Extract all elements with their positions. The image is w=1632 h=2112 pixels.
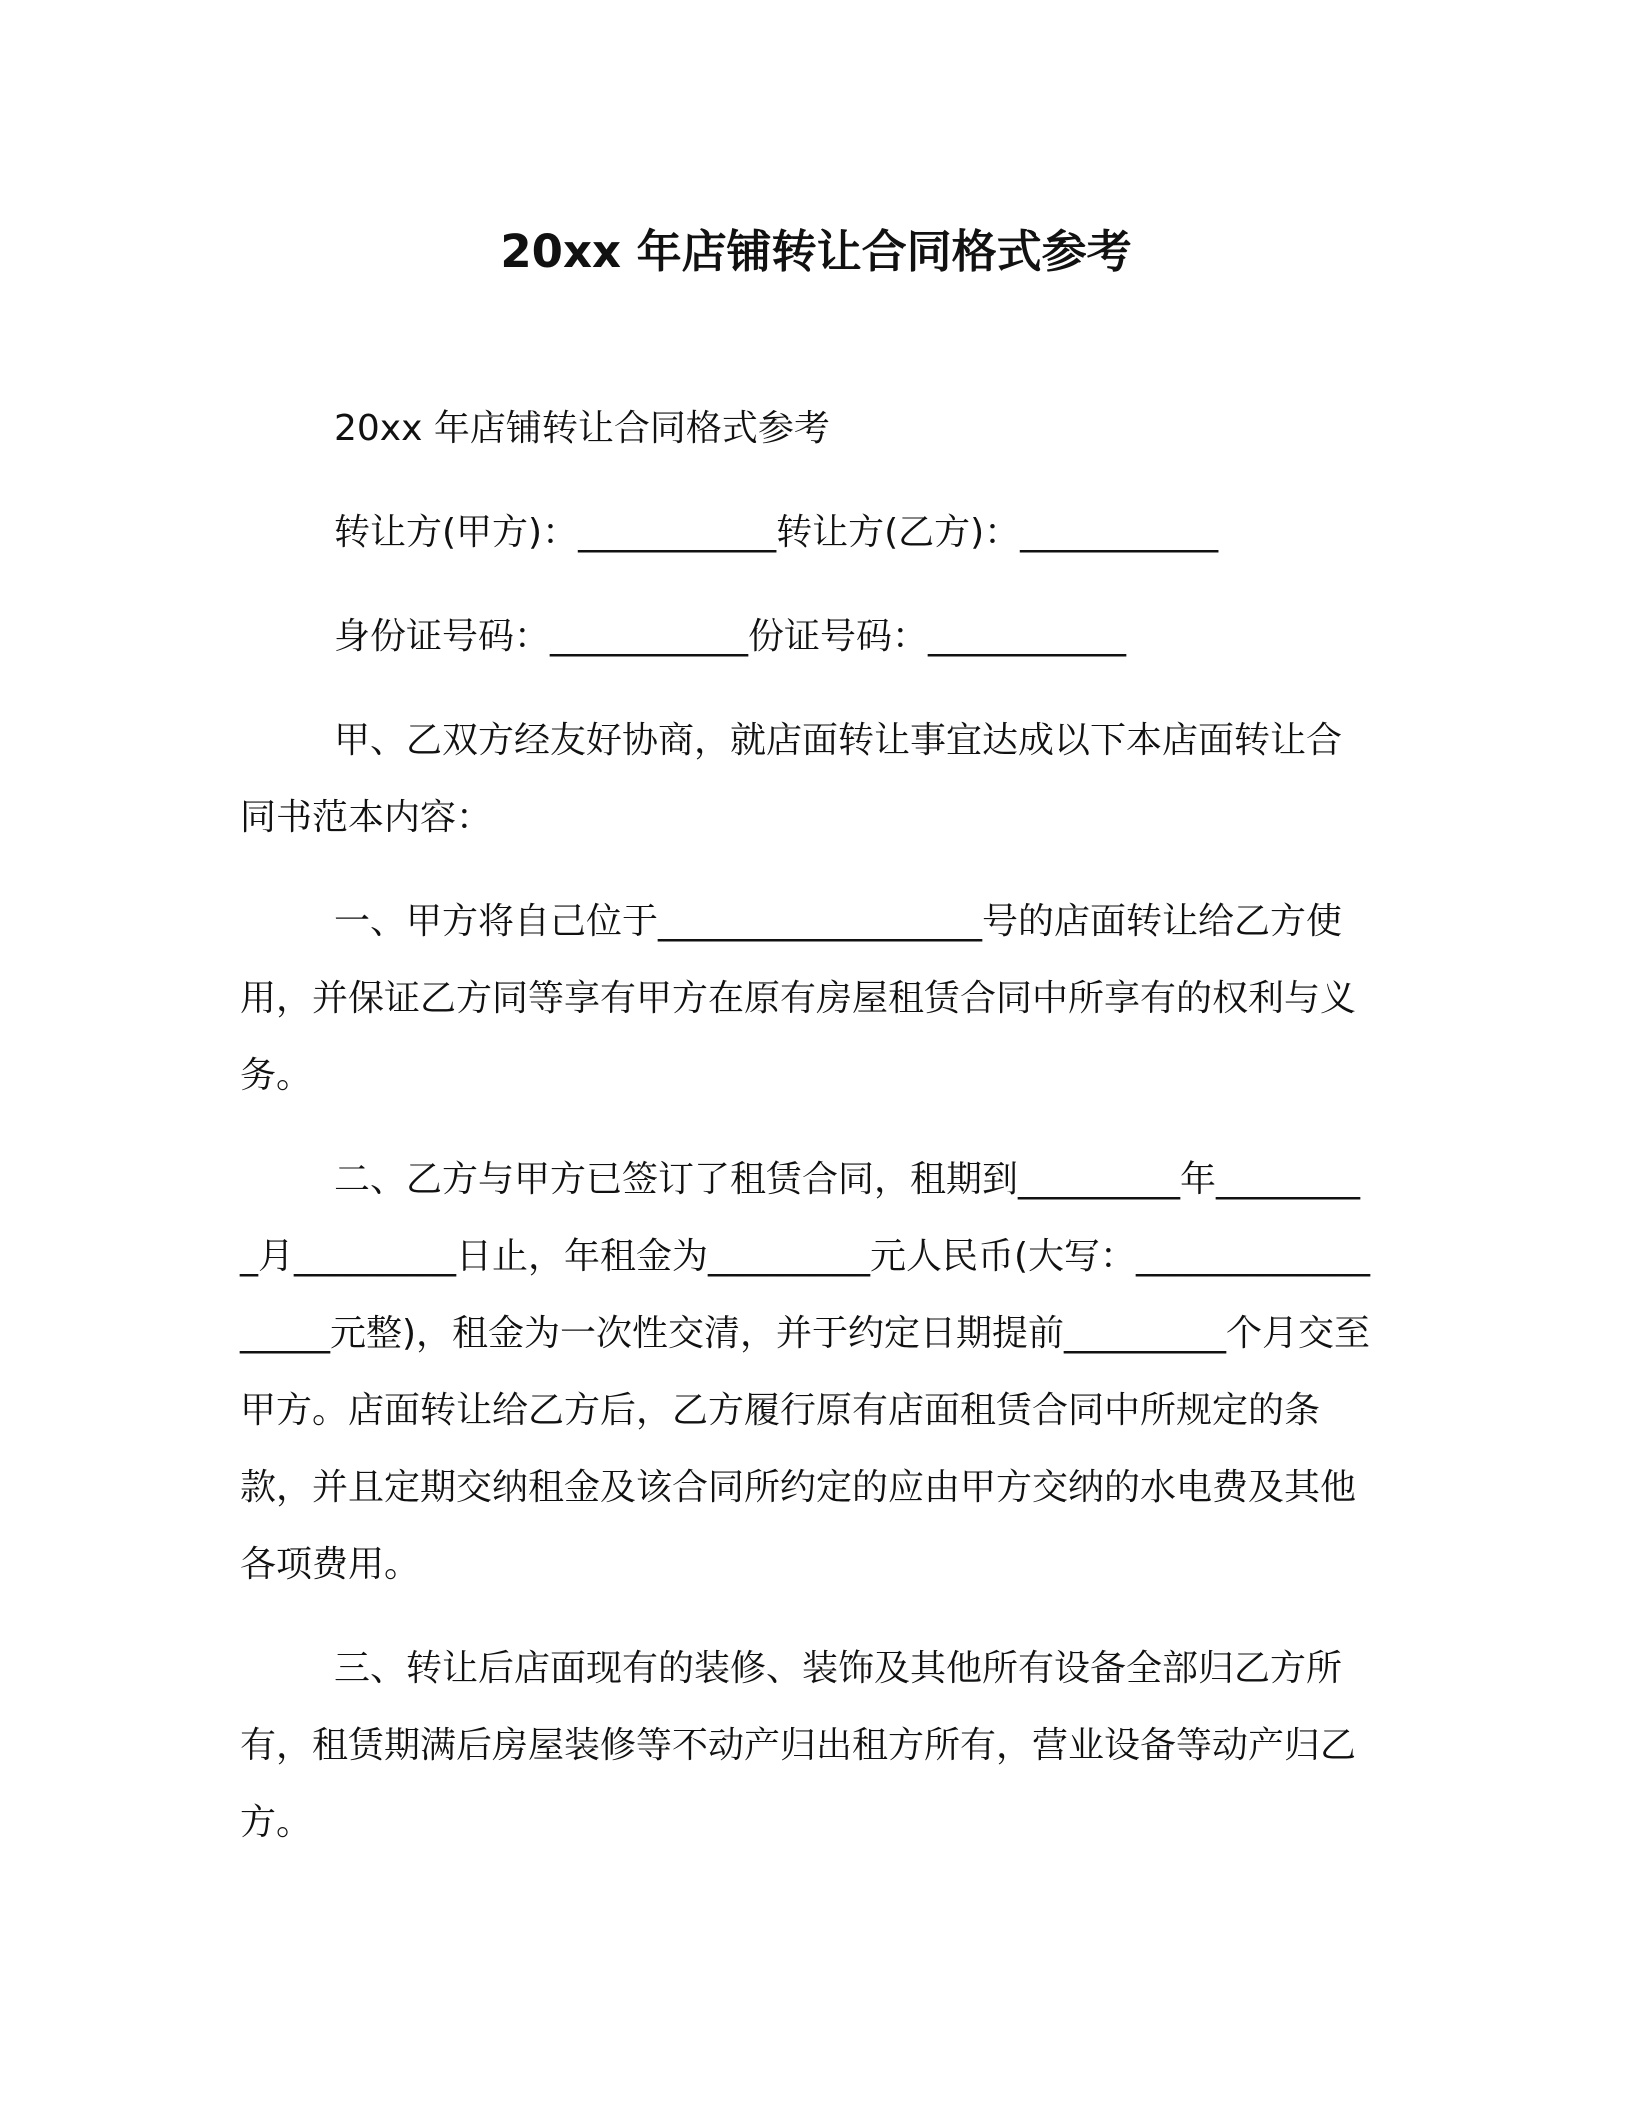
id-number-paragraph: 身份证号码：___________份证号码：___________ — [334, 616, 1127, 657]
intro-paragraph: 甲、乙双方经友好协商，就店面转让事宜达成以下本店面转让合同书范本内容： — [240, 720, 1343, 838]
clause-1-paragraph: 一、甲方将自己位于__________________号的店面转让给乙方使用，并保证乙方同等享有甲方在原有房屋租赁合同中所享有的权利与义务。 — [240, 901, 1357, 1096]
clause-2-paragraph: 二、乙方与甲方已签订了租赁合同，租期到_________年_________月_________日止，年租金为_________元人民币(大写：__________________元整)，租金为一次性交清，并于约定日期提前_________个月交至甲方。店面转让给乙方后，乙方履行原有店面租赁合同中所规定的条款，并且定期交纳租金及该合同所约定的应由甲方交纳的水电费及其他各项费用。 — [240, 1159, 1371, 1585]
subtitle-paragraph: 20xx 年店铺转让合同格式参考 — [334, 408, 830, 449]
document-title: 20xx 年店铺转让合同格式参考 — [500, 225, 1132, 278]
clause-3-paragraph: 三、转让后店面现有的装修、装饰及其他所有设备全部归乙方所有，租赁期满后房屋装修等不动产归出租方所有，营业设备等动产归乙方。 — [240, 1648, 1357, 1843]
document-body — [240, 390, 1375, 1888]
parties-paragraph: 转让方(甲方)：___________转让方(乙方)：___________ — [334, 512, 1219, 553]
